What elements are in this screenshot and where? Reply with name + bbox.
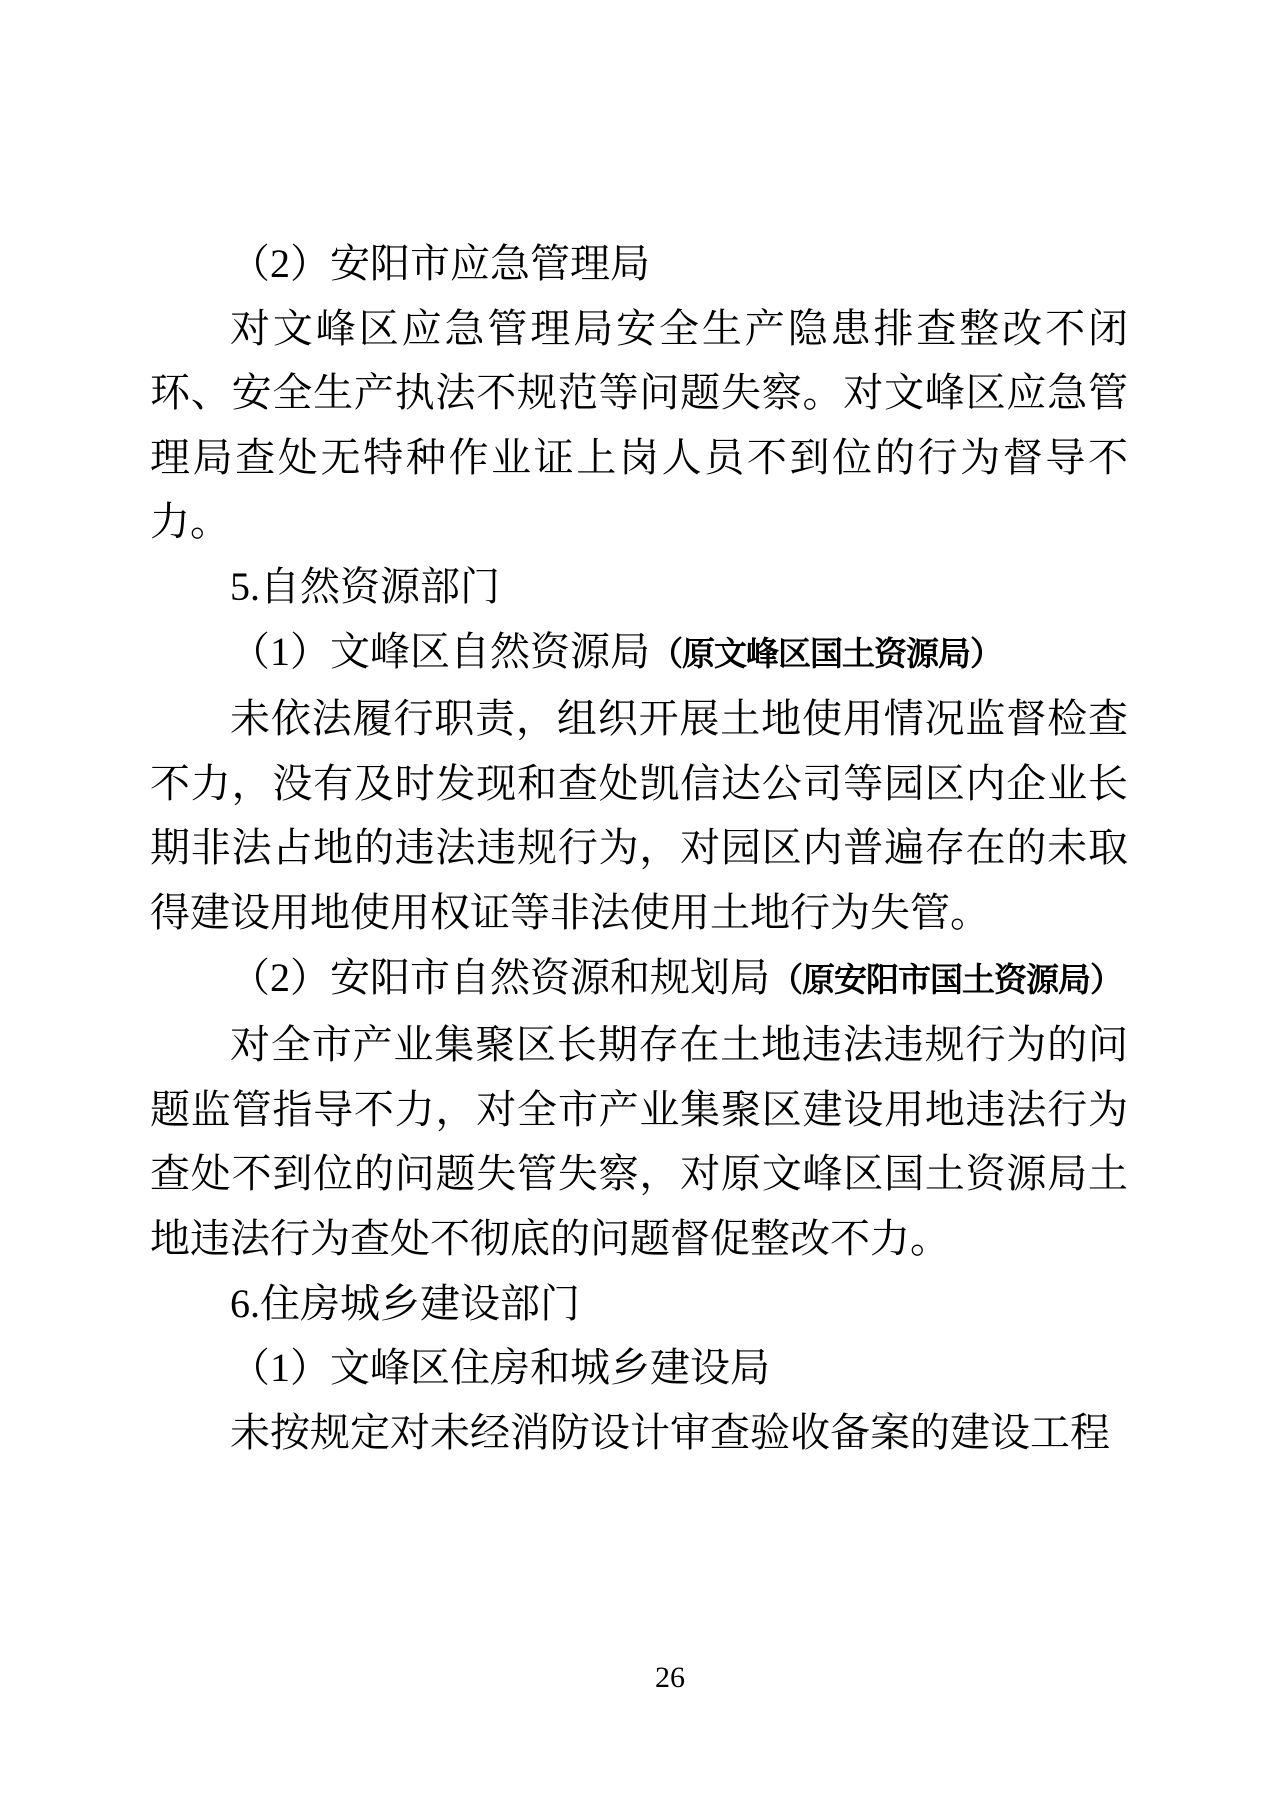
text-block: [150, 232, 1128, 1465]
paragraph-body: 未按规定对未经消防设计审查验收备案的建设工程: [230, 1409, 1110, 1455]
page-number: 26: [655, 1661, 685, 1694]
paragraph-heading: 5.自然资源部门: [230, 563, 500, 609]
heading-text: （2）安阳市自然资源和规划局: [230, 954, 770, 1000]
heading-note: （原安阳市国土资源局）: [770, 962, 1122, 999]
heading-note: （原文峰区国土资源局）: [650, 636, 1002, 673]
paragraph-body: 对全市产业集聚区长期存在土地违法违规行为的问题监管指导不力，对全市产业集聚区建设用地违法行为查处不到位的问题失管失察，对原文峰区国土资源局土地违法行为查处不彻底的问题督促整改不力。: [150, 1022, 1128, 1261]
paragraph-heading: 6.住房城乡建设部门: [230, 1280, 580, 1326]
paragraph-heading: [150, 620, 1128, 688]
paragraph-body: 未依法履行职责，组织开展土地使用情况监督检查不力，没有及时发现和查处凯信达公司等园区内企业长期非法占地的违法违规行为，对园区内普遍存在的未取得建设用地使用权证等非法使用土地行为失管。: [150, 696, 1128, 935]
paragraph-body: 对文峰区应急管理局安全生产隐患排查整改不闭环、安全生产执法不规范等问题失察。对文峰区应急管理局查处无特种作业证上岗人员不到位的行为督导不力。: [150, 305, 1128, 545]
paragraph-heading: [150, 946, 1128, 1014]
heading-text: （1）文峰区自然资源局: [230, 628, 650, 674]
paragraph-heading: （1）文峰区住房和城乡建设局: [230, 1345, 770, 1391]
paragraph-heading: （2）安阳市应急管理局: [230, 241, 650, 286]
